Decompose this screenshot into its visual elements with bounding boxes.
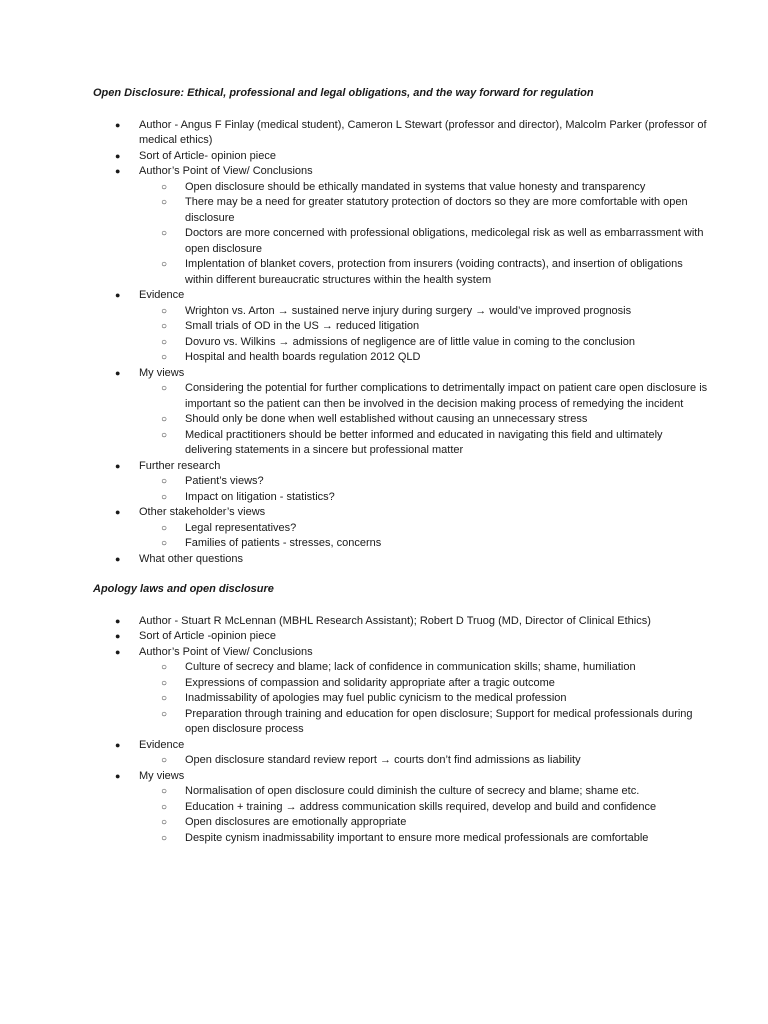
filled-bullet-icon: ● bbox=[115, 615, 121, 626]
hollow-bullet-icon: ○ bbox=[161, 491, 168, 503]
sub-bullet-item bbox=[139, 800, 708, 816]
sub-bullet-text: There may be a need for greater statutory protection of doctors so they are more comfortable with open disclosure bbox=[185, 196, 688, 224]
hollow-bullet-icon: ○ bbox=[161, 336, 168, 348]
sub-bullet-text: Wrighton vs. Arton → sustained nerve injury during surgery → would’ve improved prognosis bbox=[185, 304, 632, 317]
bullet-item bbox=[93, 288, 708, 366]
bullet-text: Evidence bbox=[139, 738, 185, 751]
bullet-text: Author’s Point of View/ Conclusions bbox=[139, 165, 313, 177]
sub-bullet-item bbox=[139, 660, 708, 676]
filled-bullet-icon: ● bbox=[115, 367, 121, 378]
sub-bullet-list bbox=[139, 784, 708, 846]
bullet-item bbox=[93, 769, 708, 847]
sub-bullet-item bbox=[139, 691, 708, 707]
hollow-bullet-icon: ○ bbox=[161, 321, 168, 332]
section1-bullet-list bbox=[93, 118, 708, 568]
section2-bullet-list bbox=[93, 614, 708, 847]
sub-bullet-text: Expressions of compassion and solidarity appropriate after a tragic outcome bbox=[185, 676, 555, 689]
hollow-bullet-icon: ○ bbox=[161, 429, 168, 441]
sub-bullet-text: Education + training → address communication skills required, develop and build and confidence bbox=[185, 800, 657, 813]
hollow-bullet-icon: ○ bbox=[161, 305, 168, 317]
sub-bullet-text: Preparation through training and education for open disclosure; Support for medical professionals during open disclosure process bbox=[185, 707, 693, 735]
bullet-text: My views bbox=[139, 769, 185, 782]
bullet-item bbox=[93, 459, 708, 506]
bullet-item bbox=[93, 552, 708, 568]
hollow-bullet-icon: ○ bbox=[161, 693, 168, 704]
bullet-text: Other stakeholder’s views bbox=[139, 506, 266, 518]
bullet-item bbox=[93, 149, 708, 165]
hollow-bullet-icon: ○ bbox=[161, 414, 168, 425]
sub-bullet-text: Inadmissability of apologies may fuel public cynicism to the medical profession bbox=[185, 692, 567, 704]
sub-bullet-text: Dovuro vs. Wilkins → admissions of negligence are of little value in coming to the conclusion bbox=[185, 335, 635, 348]
hollow-bullet-icon: ○ bbox=[161, 786, 168, 797]
hollow-bullet-icon: ○ bbox=[161, 228, 168, 239]
sub-bullet-text: Medical practitioners should be better informed and educated in navigating this field and ultimately delivering statements in a sincere but professional matter bbox=[185, 428, 663, 456]
hollow-bullet-icon: ○ bbox=[161, 662, 168, 673]
hollow-bullet-icon: ○ bbox=[161, 476, 168, 487]
bullet-text: Evidence bbox=[139, 289, 185, 301]
bullet-text: My views bbox=[139, 366, 185, 379]
bullet-text: What other questions bbox=[139, 552, 243, 565]
sub-bullet-text: Implentation of blanket covers, protection from insurers (voiding contracts), and insertion of obligations within different bureaucratic structures within the health system bbox=[185, 258, 683, 286]
filled-bullet-icon: ● bbox=[115, 631, 121, 641]
sub-bullet-item bbox=[139, 474, 708, 490]
bullet-item bbox=[93, 505, 708, 552]
sub-bullet-text: Patient’s views? bbox=[185, 475, 264, 487]
bullet-text: Sort of Article- opinion piece bbox=[139, 149, 276, 162]
sub-bullet-text: Open disclosure should be ethically mandated in systems that value honesty and transparency bbox=[185, 180, 646, 193]
sub-bullet-item bbox=[139, 707, 708, 738]
sub-bullet-text: Should only be done when well established without causing an unnecessary stress bbox=[185, 413, 588, 425]
sub-bullet-item bbox=[139, 319, 708, 335]
section-heading-open-disclosure: Open Disclosure: Ethical, professional and legal obligations, and the way forward for regulation bbox=[93, 87, 594, 99]
bullet-text: Author - Stuart R McLennan (MBHL Research Assistant); Robert D Truog (MD, Director of Clinical Ethics) bbox=[139, 614, 651, 627]
sub-bullet-item bbox=[139, 428, 708, 459]
sub-bullet-item bbox=[139, 676, 708, 692]
bullet-item bbox=[93, 164, 708, 288]
filled-bullet-icon: ● bbox=[115, 290, 121, 300]
hollow-bullet-icon: ○ bbox=[161, 522, 168, 534]
sub-bullet-item bbox=[139, 784, 708, 800]
sub-bullet-text: Normalisation of open disclosure could diminish the culture of secrecy and blame; shame etc. bbox=[185, 785, 640, 797]
hollow-bullet-icon: ○ bbox=[161, 677, 168, 689]
sub-bullet-text: Legal representatives? bbox=[185, 521, 297, 534]
sub-bullet-text: Culture of secrecy and blame; lack of confidence in communication skills; shame, humiliation bbox=[185, 661, 636, 673]
sub-bullet-item bbox=[139, 831, 708, 847]
sub-bullet-item bbox=[139, 257, 708, 288]
bullet-item bbox=[93, 118, 708, 149]
bullet-text: Sort of Article -opinion piece bbox=[139, 630, 276, 642]
filled-bullet-icon: ● bbox=[115, 119, 121, 130]
sub-bullet-item bbox=[139, 226, 708, 257]
sub-bullet-text: Doctors are more concerned with professional obligations, medicolegal risk as well as embarrassment with open disclosure bbox=[185, 227, 704, 255]
bullet-text: Author - Angus F Finlay (medical student), Cameron L Stewart (professor and director), Malcolm Parker (professor of medical ethics) bbox=[139, 118, 707, 146]
filled-bullet-icon: ● bbox=[115, 507, 121, 517]
sub-bullet-list bbox=[139, 381, 708, 459]
bullet-text: Author’s Point of View/ Conclusions bbox=[139, 645, 313, 658]
sub-bullet-text: Small trials of OD in the US → reduced litigation bbox=[185, 320, 420, 332]
sub-bullet-list bbox=[139, 304, 708, 366]
bullet-item bbox=[93, 629, 708, 645]
bullet-item bbox=[93, 645, 708, 738]
filled-bullet-icon: ● bbox=[115, 150, 121, 161]
sub-bullet-text: Open disclosures are emotionally appropriate bbox=[185, 816, 407, 828]
sub-bullet-text: Hospital and health boards regulation 2012 QLD bbox=[185, 351, 421, 363]
filled-bullet-icon: ● bbox=[115, 770, 121, 781]
sub-bullet-list bbox=[139, 753, 708, 769]
filled-bullet-icon: ● bbox=[115, 553, 121, 564]
hollow-bullet-icon: ○ bbox=[161, 181, 168, 193]
sub-bullet-item bbox=[139, 521, 708, 537]
filled-bullet-icon: ● bbox=[115, 460, 121, 471]
sub-bullet-item bbox=[139, 536, 708, 552]
sub-bullet-item bbox=[139, 350, 708, 366]
filled-bullet-icon: ● bbox=[115, 739, 121, 750]
sub-bullet-text: Despite cynism inadmissability important to ensure more medical professionals are comfortable bbox=[185, 831, 649, 844]
hollow-bullet-icon: ○ bbox=[161, 817, 168, 828]
hollow-bullet-icon: ○ bbox=[161, 383, 168, 394]
hollow-bullet-icon: ○ bbox=[161, 801, 168, 813]
hollow-bullet-icon: ○ bbox=[161, 708, 168, 720]
sub-bullet-item bbox=[139, 335, 708, 351]
sub-bullet-list bbox=[139, 521, 708, 552]
sub-bullet-text: Families of patients - stresses, concerns bbox=[185, 537, 382, 549]
filled-bullet-icon: ● bbox=[115, 166, 121, 176]
sub-bullet-item bbox=[139, 195, 708, 226]
hollow-bullet-icon: ○ bbox=[161, 259, 168, 270]
section-heading-apology-laws: Apology laws and open disclosure bbox=[93, 583, 274, 595]
sub-bullet-item bbox=[139, 180, 708, 196]
sub-bullet-item bbox=[139, 304, 708, 320]
bullet-text: Further research bbox=[139, 459, 221, 472]
sub-bullet-list bbox=[139, 660, 708, 738]
filled-bullet-icon: ● bbox=[115, 646, 121, 657]
sub-bullet-item bbox=[139, 381, 708, 412]
sub-bullet-item bbox=[139, 815, 708, 831]
sub-bullet-item bbox=[139, 753, 708, 769]
bullet-item bbox=[93, 614, 708, 630]
sub-bullet-item bbox=[139, 490, 708, 506]
sub-bullet-list bbox=[139, 474, 708, 505]
hollow-bullet-icon: ○ bbox=[161, 197, 168, 208]
hollow-bullet-icon: ○ bbox=[161, 755, 168, 766]
sub-bullet-text: Impact on litigation - statistics? bbox=[185, 490, 335, 503]
sub-bullet-item bbox=[139, 412, 708, 428]
hollow-bullet-icon: ○ bbox=[161, 352, 168, 363]
hollow-bullet-icon: ○ bbox=[161, 832, 168, 844]
sub-bullet-text: Open disclosure standard review report → courts don’t find admissions as liability bbox=[185, 754, 581, 766]
sub-bullet-text: Considering the potential for further complications to detrimentally impact on patient care open disclosure is important so the patient can then be involved in the decision making process of remedying the incident bbox=[185, 382, 708, 410]
bullet-item bbox=[93, 366, 708, 459]
sub-bullet-list bbox=[139, 180, 708, 289]
hollow-bullet-icon: ○ bbox=[161, 538, 168, 549]
bullet-item bbox=[93, 738, 708, 769]
